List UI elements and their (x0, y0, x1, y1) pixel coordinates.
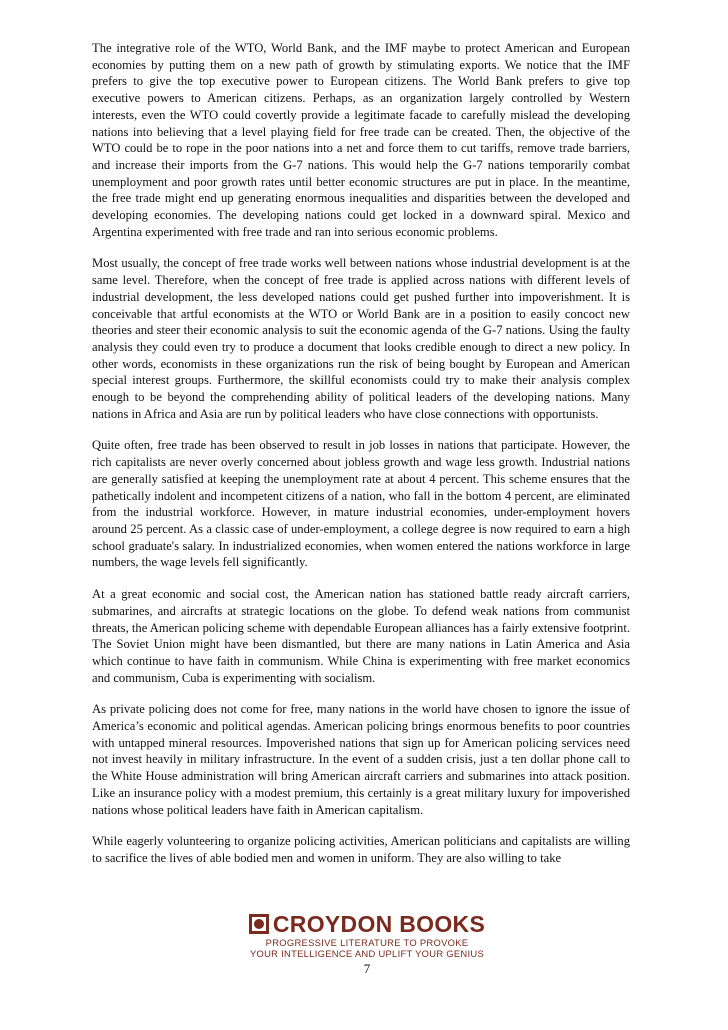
paragraph-3: Quite often, free trade has been observed to result in job losses in nations that participate. However, the rich capitalists are never overly concerned about jobless growth and wage less growth. Industrial nations are generally satisfied at keeping the unemployment rate at about 4 percent. This scheme ensures that the pathetically indolent and incompetent citizens of a nation, who fall in the bottom 4 percent, are eliminated from the industrial workforce. However, in mature industrial economies, under-employment hovers around 25 percent. As a classic case of under-employment, a college degree is now required to earn a high school graduate's salary. In industrialized economies, when women entered the nations workforce in large numbers, the wage levels fell significantly. (92, 438, 630, 570)
tagline-line-2: YOUR INTELLIGENCE AND UPLIFT YOUR GENIUS (249, 948, 485, 959)
publisher-name: CROYDON BOOKS (272, 911, 486, 937)
page-footer (0, 911, 728, 977)
square-circle-logo-icon (249, 914, 269, 934)
document-body (92, 40, 630, 882)
paragraph-2: Most usually, the concept of free trade works well between nations whose industrial development is at the same level. Therefore, when the concept of free trade is applied across nations with different levels of industrial development, the less developed nations could get pushed further into impoverishment. It is conceivable that artful economists at the WTO or World Bank are in a position to easily concoct new theories and steer their economic analysis to suit the economic agenda of the G-7 nations. Using the faulty analysis they could even try to produce a document that looks credible enough to direct a new policy. In other words, economists in these organizations run the risk of being bought by European and American special interest groups. Furthermore, the skillful economists could try to make their analysis complex enough to be beyond the comprehending ability of political leaders of the developing nations. Many nations in Africa and Asia are run by political leaders who have close connections with opportunists. (92, 256, 630, 421)
tagline-line-1: PROGRESSIVE LITERATURE TO PROVOKE (265, 937, 469, 948)
paragraph-4: At a great economic and social cost, the American nation has stationed battle ready aircraft carriers, submarines, and aircrafts at strategic locations on the globe. To defend weak nations from communist threats, the American policing scheme with dependable European alliances has a fairly extensive footprint. The Soviet Union might have been dismantled, but there are many nations in Latin America and Asia which continue to have faith in communism. While China is experimenting with free market economics and communism, Cuba is experimenting with socialism. (92, 587, 630, 685)
page-number: 7 (363, 961, 371, 976)
paragraph-6: While eagerly volunteering to organize policing activities, American politicians and capitalists are willing to sacrifice the lives of able bodied men and women in uniform. They are also willing to take (92, 834, 630, 865)
paragraph-5: As private policing does not come for free, many nations in the world have chosen to ignore the issue of America’s economic and political agendas. American policing brings enormous benefits to poor countries with untapped mineral resources. Impoverished nations that sign up for American policing services need not invest heavily in military infrastructure. In the event of a sudden crisis, just a ten dollar phone call to the White House administration will bring American aircraft carriers and submarines into attack position. Like an insurance policy with a modest premium, this certainly is a great military luxury for impoverished nations whose political leaders have faith in American capitalism. (92, 702, 630, 817)
publisher-brand (6, 911, 728, 937)
paragraph-1: The integrative role of the WTO, World Bank, and the IMF maybe to protect American and European economies by putting them on a new path of growth by stimulating exports. We notice that the IMF prefers to give the top executive power to European citizens. The World Bank prefers to give top executive powers to American citizens. Perhaps, as an organization largely controlled by Western interests, even the WTO could covertly provide a legitimate facade to carefully mislead the developing nations into believing that a level playing field for free trade can be created. Then, the objective of the WTO could be to rope in the poor nations into a net and force them to cut tariffs, remove trade barriers, and increase their imports from the G-7 nations. This would help the G-7 nations temporarily combat unemployment and poor growth rates until better economic structures are put in place. In the meantime, the free trade might end up generating enormous inequalities and disparities between the developed and developing economies. The developing nations could get locked in a downward spiral. Mexico and Argentina experimented with free trade and ran into serious economic problems. (92, 41, 630, 239)
logo-dot (254, 919, 264, 929)
